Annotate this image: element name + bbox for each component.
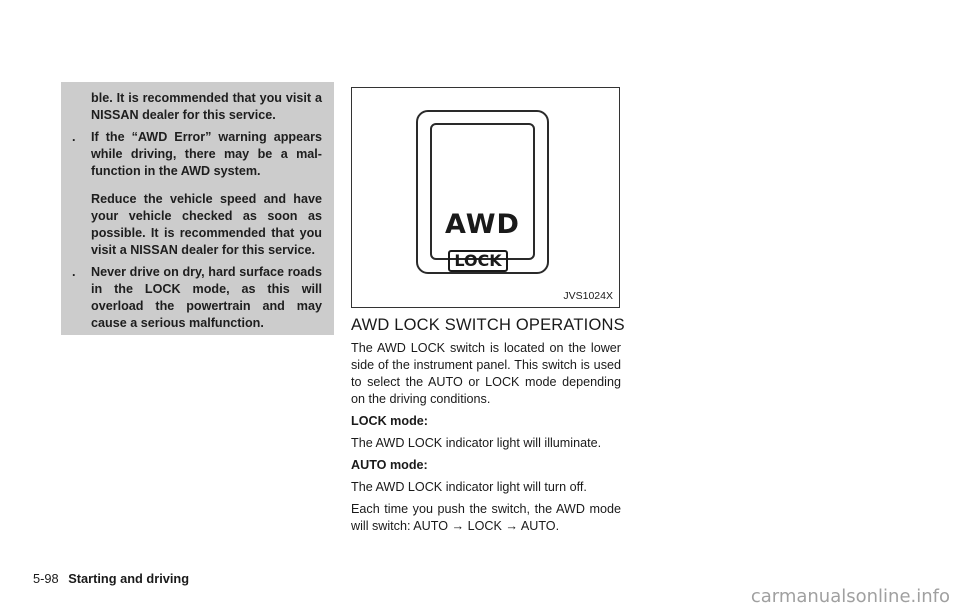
caution-list bbox=[61, 129, 322, 332]
caution-item bbox=[72, 129, 322, 259]
awd-switch-figure bbox=[351, 87, 620, 308]
lock-mode-text: The AWD LOCK indicator light will illuminate. bbox=[351, 436, 602, 450]
auto-mode-text: The AWD LOCK indicator light will turn off. bbox=[351, 480, 587, 494]
chapter-title: Starting and driving bbox=[68, 571, 190, 586]
caution-item bbox=[72, 264, 322, 332]
lock-mode-heading: LOCK mode: bbox=[351, 414, 428, 428]
lock-label: LOCK bbox=[448, 250, 508, 272]
watermark: carmanualsonline.info bbox=[750, 586, 950, 607]
caution-item-text: If the “AWD Error” warning appears while driving, there may be a mal-function in the AWD system. bbox=[91, 130, 322, 178]
cycle-paragraph: Each time you push the switch, the AWD mode will switch: AUTO → LOCK → AUTO. bbox=[351, 502, 621, 533]
section-title: AWD LOCK SWITCH OPERATIONS bbox=[351, 316, 625, 334]
awd-lock-switch-illustration bbox=[416, 110, 549, 274]
page-footer bbox=[33, 571, 189, 586]
caution-box bbox=[61, 82, 334, 335]
auto-mode-heading: AUTO mode: bbox=[351, 458, 428, 472]
awd-label: AWD bbox=[445, 209, 520, 240]
figure-code: JVS1024X bbox=[563, 290, 613, 302]
intro-paragraph: The AWD LOCK switch is located on the lower side of the instrument panel. This switch is used to select the AUTO or LOCK mode depending on the driving conditions. bbox=[351, 341, 621, 406]
switch-face bbox=[430, 123, 535, 270]
page-number: 5-98 bbox=[33, 571, 59, 586]
caution-item-subtext: Reduce the vehicle speed and have your vehicle checked as soon as possible. It is recommended that you visit a NISSAN dealer for this service. bbox=[91, 192, 322, 257]
bullet: . bbox=[72, 265, 76, 279]
caution-item-text: Never drive on dry, hard surface roads in the LOCK mode, as this will overload the powertrain and may cause a serious malfunction. bbox=[91, 265, 322, 330]
section-body bbox=[351, 340, 621, 540]
caution-continuation: ble. It is recommended that you visit a NISSAN dealer for this service. bbox=[91, 91, 322, 122]
bullet: . bbox=[72, 130, 76, 144]
